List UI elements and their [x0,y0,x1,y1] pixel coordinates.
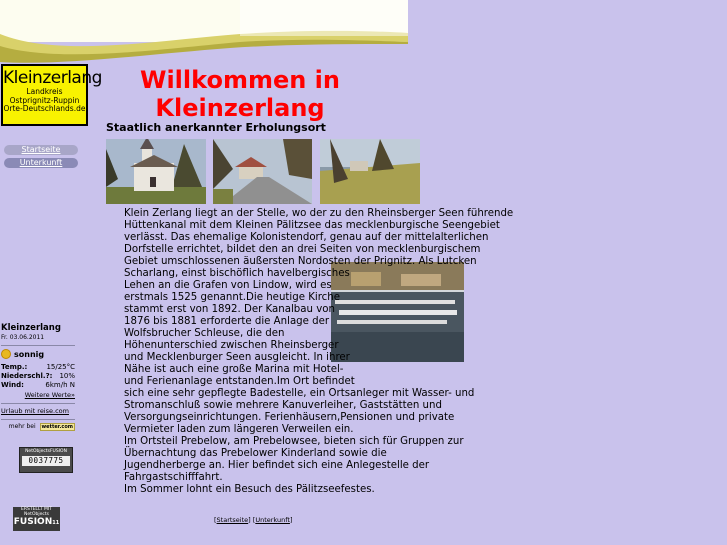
weather-rain-label: Niederschl.?: [1,372,53,380]
text-line: Fahrgastschifffahrt. [124,472,223,483]
weather-condition-label: sonnig [14,349,45,359]
badge-version: 11 [52,520,60,526]
text-line: verlässt. Das ehemalige Kolonistendorf, genau auf der mittelalterlichen [124,232,489,243]
footer-separator: ] [ [248,516,256,524]
weather-wind-label: Wind: [1,381,24,389]
footer-bracket-close: ] [289,516,293,524]
weather-wind-value: 6km/h N [45,381,75,389]
nav-unterkunft-button[interactable]: Unterkunft [4,158,78,168]
text-line: und Ferienanlage entstanden.Im Ort befindet [124,376,355,387]
text-line: Klein Zerlang liegt an der Stelle, wo der zu den Rheinsberger Seen führende [124,208,514,219]
sun-icon [1,349,11,359]
badge-line-1: ERSTELLT MIT [21,507,52,512]
text-line: Scharlang, einst bischöflich havelbergisches [124,268,350,279]
footer-bracket-open: [ [214,516,217,524]
weather-temp-label: Temp.: [1,363,28,371]
text-line: 1876 bis 1881 erforderte die Anlage der [124,316,330,327]
text-line: Lehen an die Grafen von Lindow, wird es [124,280,332,291]
weather-wind-row [1,381,75,389]
footer-nav [214,516,292,524]
weather-widget [1,323,75,431]
counter-label: NetObjectsFUSION [25,449,67,454]
church-photo [106,139,206,204]
visitor-counter [19,447,73,473]
weather-divider [1,345,75,346]
nav-startseite-button[interactable]: Startseite [4,145,78,155]
text-line: Hüttenkanal mit dem Kleinen Pälitzsee das mecklenburgische Seengebiet [124,220,500,231]
text-line: Gebiet umschlossenen äußersten Nordosten der Prignitz. Als Lutcken [124,256,477,267]
weather-rain-row [1,372,75,380]
text-line: Übernachtung das Prebelower Kinderland sowie die [124,448,387,459]
text-line: Stromanschluß sowie mehrere Kanuverleiher, Gaststätten und [124,400,442,411]
weather-temp-value: 15/25°C [46,363,75,371]
weather-divider-2 [1,403,75,404]
weather-rain-value: 10% [59,372,75,380]
page-title [120,66,360,122]
badge-fusion: FUSION [13,517,53,527]
weather-more-link[interactable]: Weitere Werte» [24,391,75,399]
weather-date: Fr. 03.06.2011 [1,334,45,341]
weather-divider-3 [1,419,75,420]
header-banner [0,0,408,64]
village-street-photo [213,139,312,204]
provider-row [1,423,75,431]
text-line: Dorfstelle errichtet, bildet den an drei Seiten von mecklenburgischem [124,244,481,255]
text-line: Jugendherberge an. Hier befindet sich eine Anlegestelle der [124,460,430,471]
text-line: Vermieter laden zum längeren Verweilen ein. [124,424,354,435]
text-line: und Mecklenburger Seen ausgleicht. In ihrer [124,352,350,363]
logo-line-1: Landkreis [26,87,63,96]
weather-temp-row [1,363,75,371]
intro-text [124,208,514,496]
lakeside-photo [320,139,420,204]
logo-line-2: Ostprignitz-Ruppin [9,95,80,105]
badge-line-3 [13,517,60,528]
site-logo[interactable] [1,64,102,126]
logo-line-3: Orte-Deutschlands.de [3,104,86,113]
wetter-logo[interactable]: wetter.com [41,424,73,430]
text-line: erstmals 1525 genannt.Die heutige Kirche [124,292,341,303]
logo-title: Kleinzerlang [3,68,102,88]
text-line: sich eine sehr gepflegte Badestelle, ein Ortsanleger mit Wasser- und [124,388,475,399]
weather-place: Kleinzerlang [1,323,61,333]
badge-line-2: NetObjects [24,512,49,517]
text-line: Versorgungseinrichtungen. Ferienhäusern,Pensionen und private [124,412,455,423]
text-line: stammt erst von 1892. Der Kanalbau von [124,304,335,315]
weather-condition [1,349,75,359]
provider-text: mehr bei [8,423,36,430]
text-line: Im Sommer lohnt ein Besuch des Pälitzseefestes. [124,484,375,495]
text-line: Wolfsbrucher Schleuse, die den [124,328,285,339]
text-line: Im Ortsteil Prebelow, am Prebelowsee, bieten sich für Gruppen zur [124,436,464,447]
footer-link-startseite[interactable]: Startseite [216,516,249,524]
page-title-line-1: Willkommen in [139,66,340,94]
text-line: Höhenunterschied zwischen Rheinsberger [124,340,339,351]
fusion-badge[interactable] [13,507,60,531]
travel-link[interactable]: Urlaub mit reise.com [1,407,69,415]
text-line: Nähe ist auch eine große Marina mit Hotel- [124,364,344,375]
footer-link-unterkunft[interactable]: Unterkunft [255,516,290,524]
page-subtitle: Staatlich anerkannter Erholungsort [106,121,326,134]
counter-digits: 0037775 [22,456,70,466]
page-title-line-2: Kleinzerlang [155,94,325,122]
